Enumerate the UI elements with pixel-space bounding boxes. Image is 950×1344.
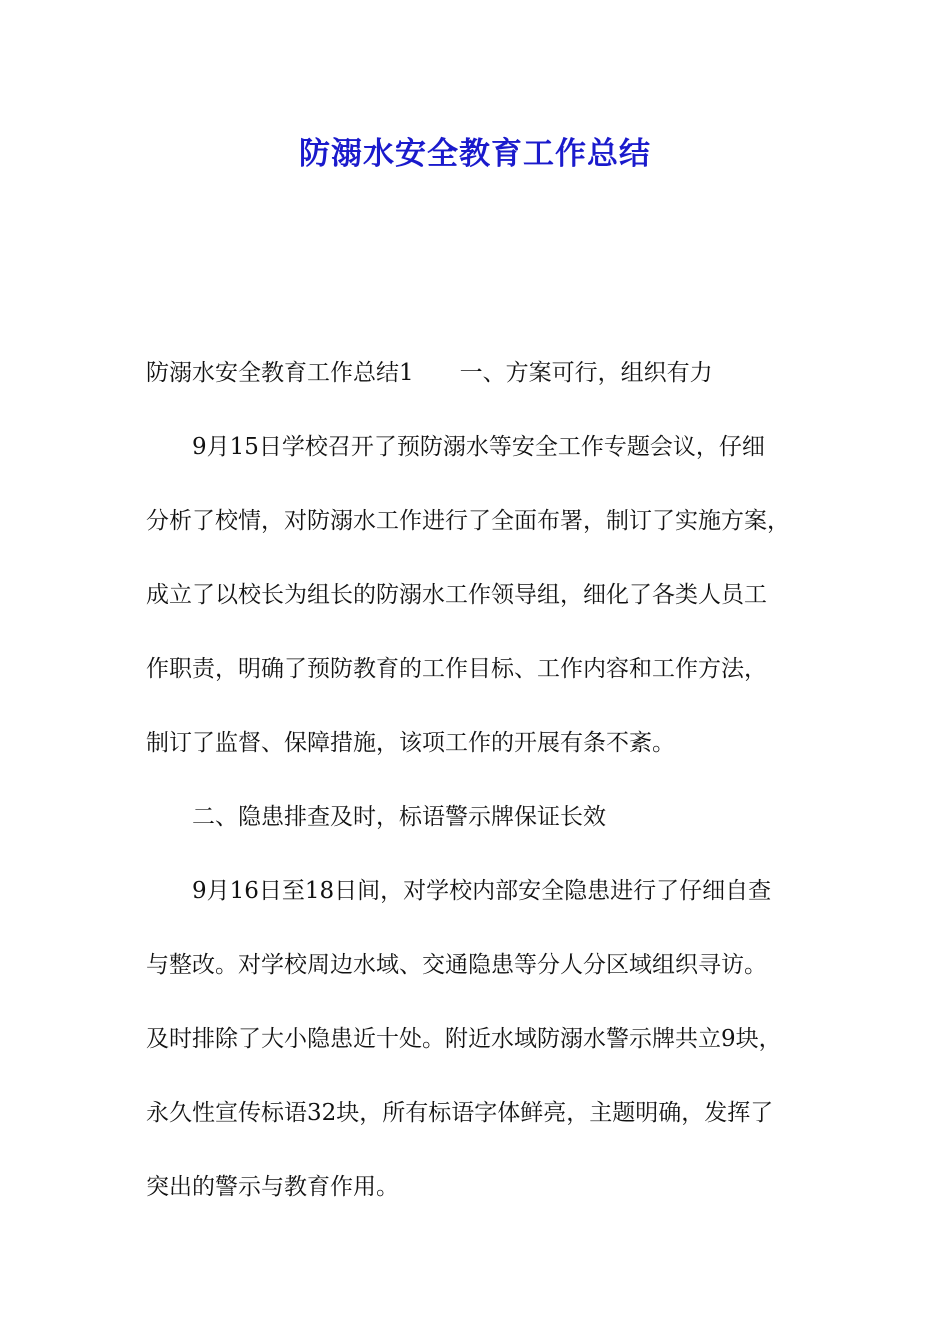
text-line: 二、隐患排查及时，标语警示牌保证长效 bbox=[192, 804, 606, 830]
text-line: 突出的警示与教育作用。 bbox=[146, 1174, 399, 1200]
text-line: 作职责，明确了预防教育的工作目标、工作内容和工作方法， bbox=[146, 656, 767, 682]
text-line: 及时排除了大小隐患近十处。附近水域防溺水警示牌共立9块， bbox=[146, 1026, 782, 1052]
paragraph-lines bbox=[146, 410, 814, 1224]
text-line: 成立了以校长为组长的防溺水工作领导组，细化了各类人员工 bbox=[146, 582, 767, 608]
text-line: 与整改。对学校周边水域、交通隐患等分人分区域组织寻访。 bbox=[146, 952, 767, 978]
text-line: 制订了监督、保障措施，该项工作的开展有条不紊。 bbox=[146, 730, 675, 756]
text-line: 分析了校情，对防溺水工作进行了全面布署，制订了实施方案， bbox=[146, 508, 790, 534]
section-heading: 一、方案可行，组织有力 bbox=[459, 360, 713, 386]
summary-heading: 防溺水安全教育工作总结1 bbox=[146, 360, 414, 386]
document-title: 防溺水安全教育工作总结 bbox=[299, 136, 651, 172]
first-line bbox=[146, 336, 814, 410]
text-line: 9月15日学校召开了预防溺水等安全工作专题会议，仔细 bbox=[192, 434, 765, 460]
document-body bbox=[146, 336, 814, 1224]
text-line: 9月16日至18日间，对学校内部安全隐患进行了仔细自查 bbox=[192, 878, 772, 904]
text-line: 永久性宣传标语32块，所有标语字体鲜亮，主题明确，发挥了 bbox=[146, 1100, 774, 1126]
